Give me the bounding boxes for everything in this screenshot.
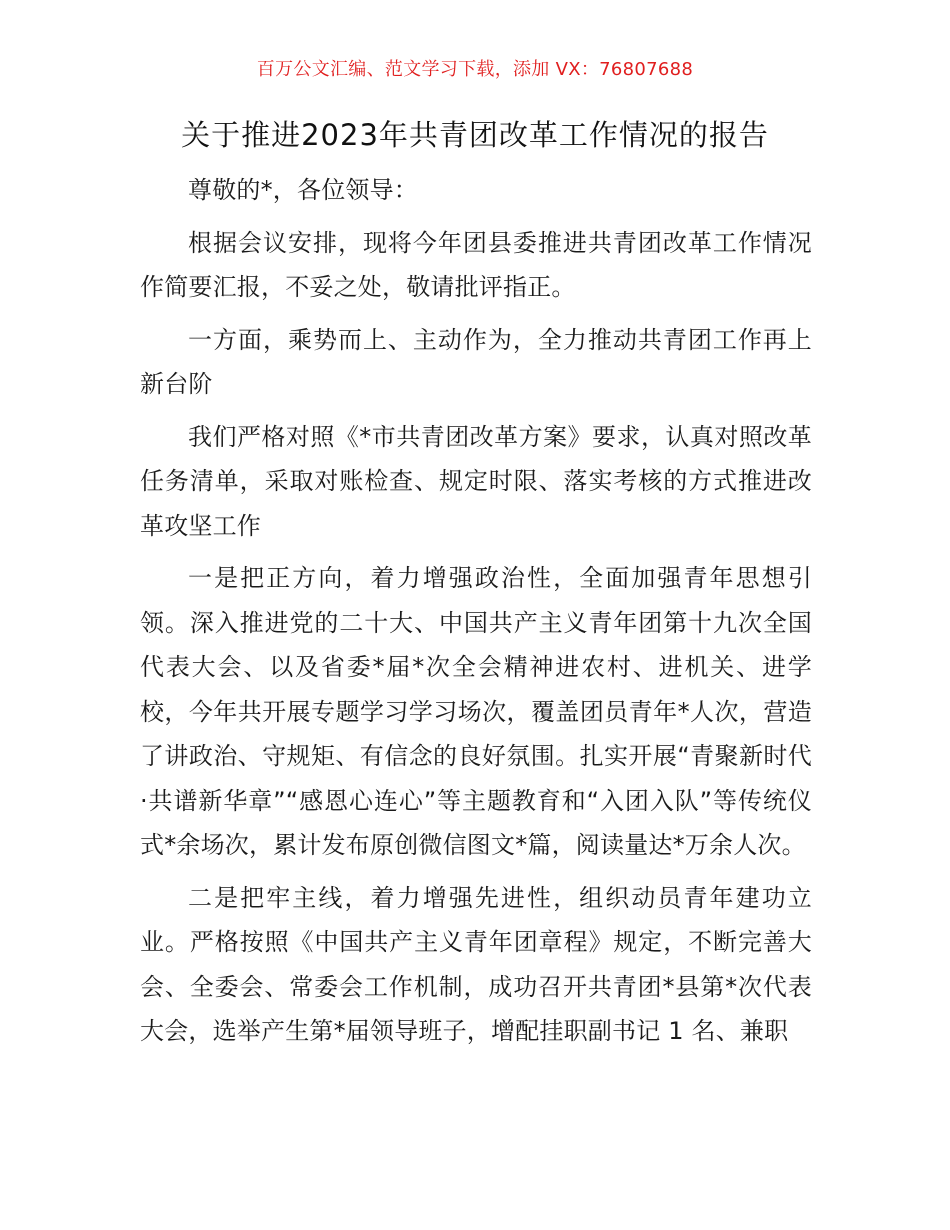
paragraph-5: 二是把牢主线，着力增强先进性，组织动员青年建功立业。严格按照《中国共产主义青年团章程》规定，不断完善大会、全委会、常委会工作机制，成功召开共青团*县第*次代表大会，选举产生第*届领导班子，增配挂职副书记 1 名、兼职 [140, 883, 812, 1045]
document-body [140, 168, 812, 1054]
paragraph-2: 一方面，乘势而上、主动作为，全力推动共青团工作再上新台阶 [140, 325, 812, 398]
paragraph-4: 一是把正方向，着力增强政治性，全面加强青年思想引领。深入推进党的二十大、中国共产主义青年团第十九次全国代表大会、以及省委*届*次全会精神进农村、进机关、进学校，今年共开展专题学习学习场次，覆盖团员青年*人次，营造了讲政治、守规矩、有信念的良好氛围。扎实开展“青聚新时代·共谱新华章”“感恩心连心”等主题教育和“入团入队”等传统仪式*余场次，累计发布原创微信图文*篇，阅读量达*万余人次。 [140, 564, 812, 859]
header-watermark: 百万公文汇编、范文学习下载，添加 VX：76807688 [256, 59, 694, 80]
document-title: 关于推进2023年共青团改革工作情况的报告 [181, 118, 769, 152]
greeting-paragraph: 尊敬的*，各位领导： [188, 176, 418, 204]
paragraph-3: 我们严格对照《*市共青团改革方案》要求，认真对照改革任务清单，采取对账检查、规定时限、落实考核的方式推进改革攻坚工作 [140, 422, 812, 540]
paragraph-1: 根据会议安排，现将今年团县委推进共青团改革工作情况作简要汇报，不妥之处，敬请批评指正。 [140, 228, 812, 301]
